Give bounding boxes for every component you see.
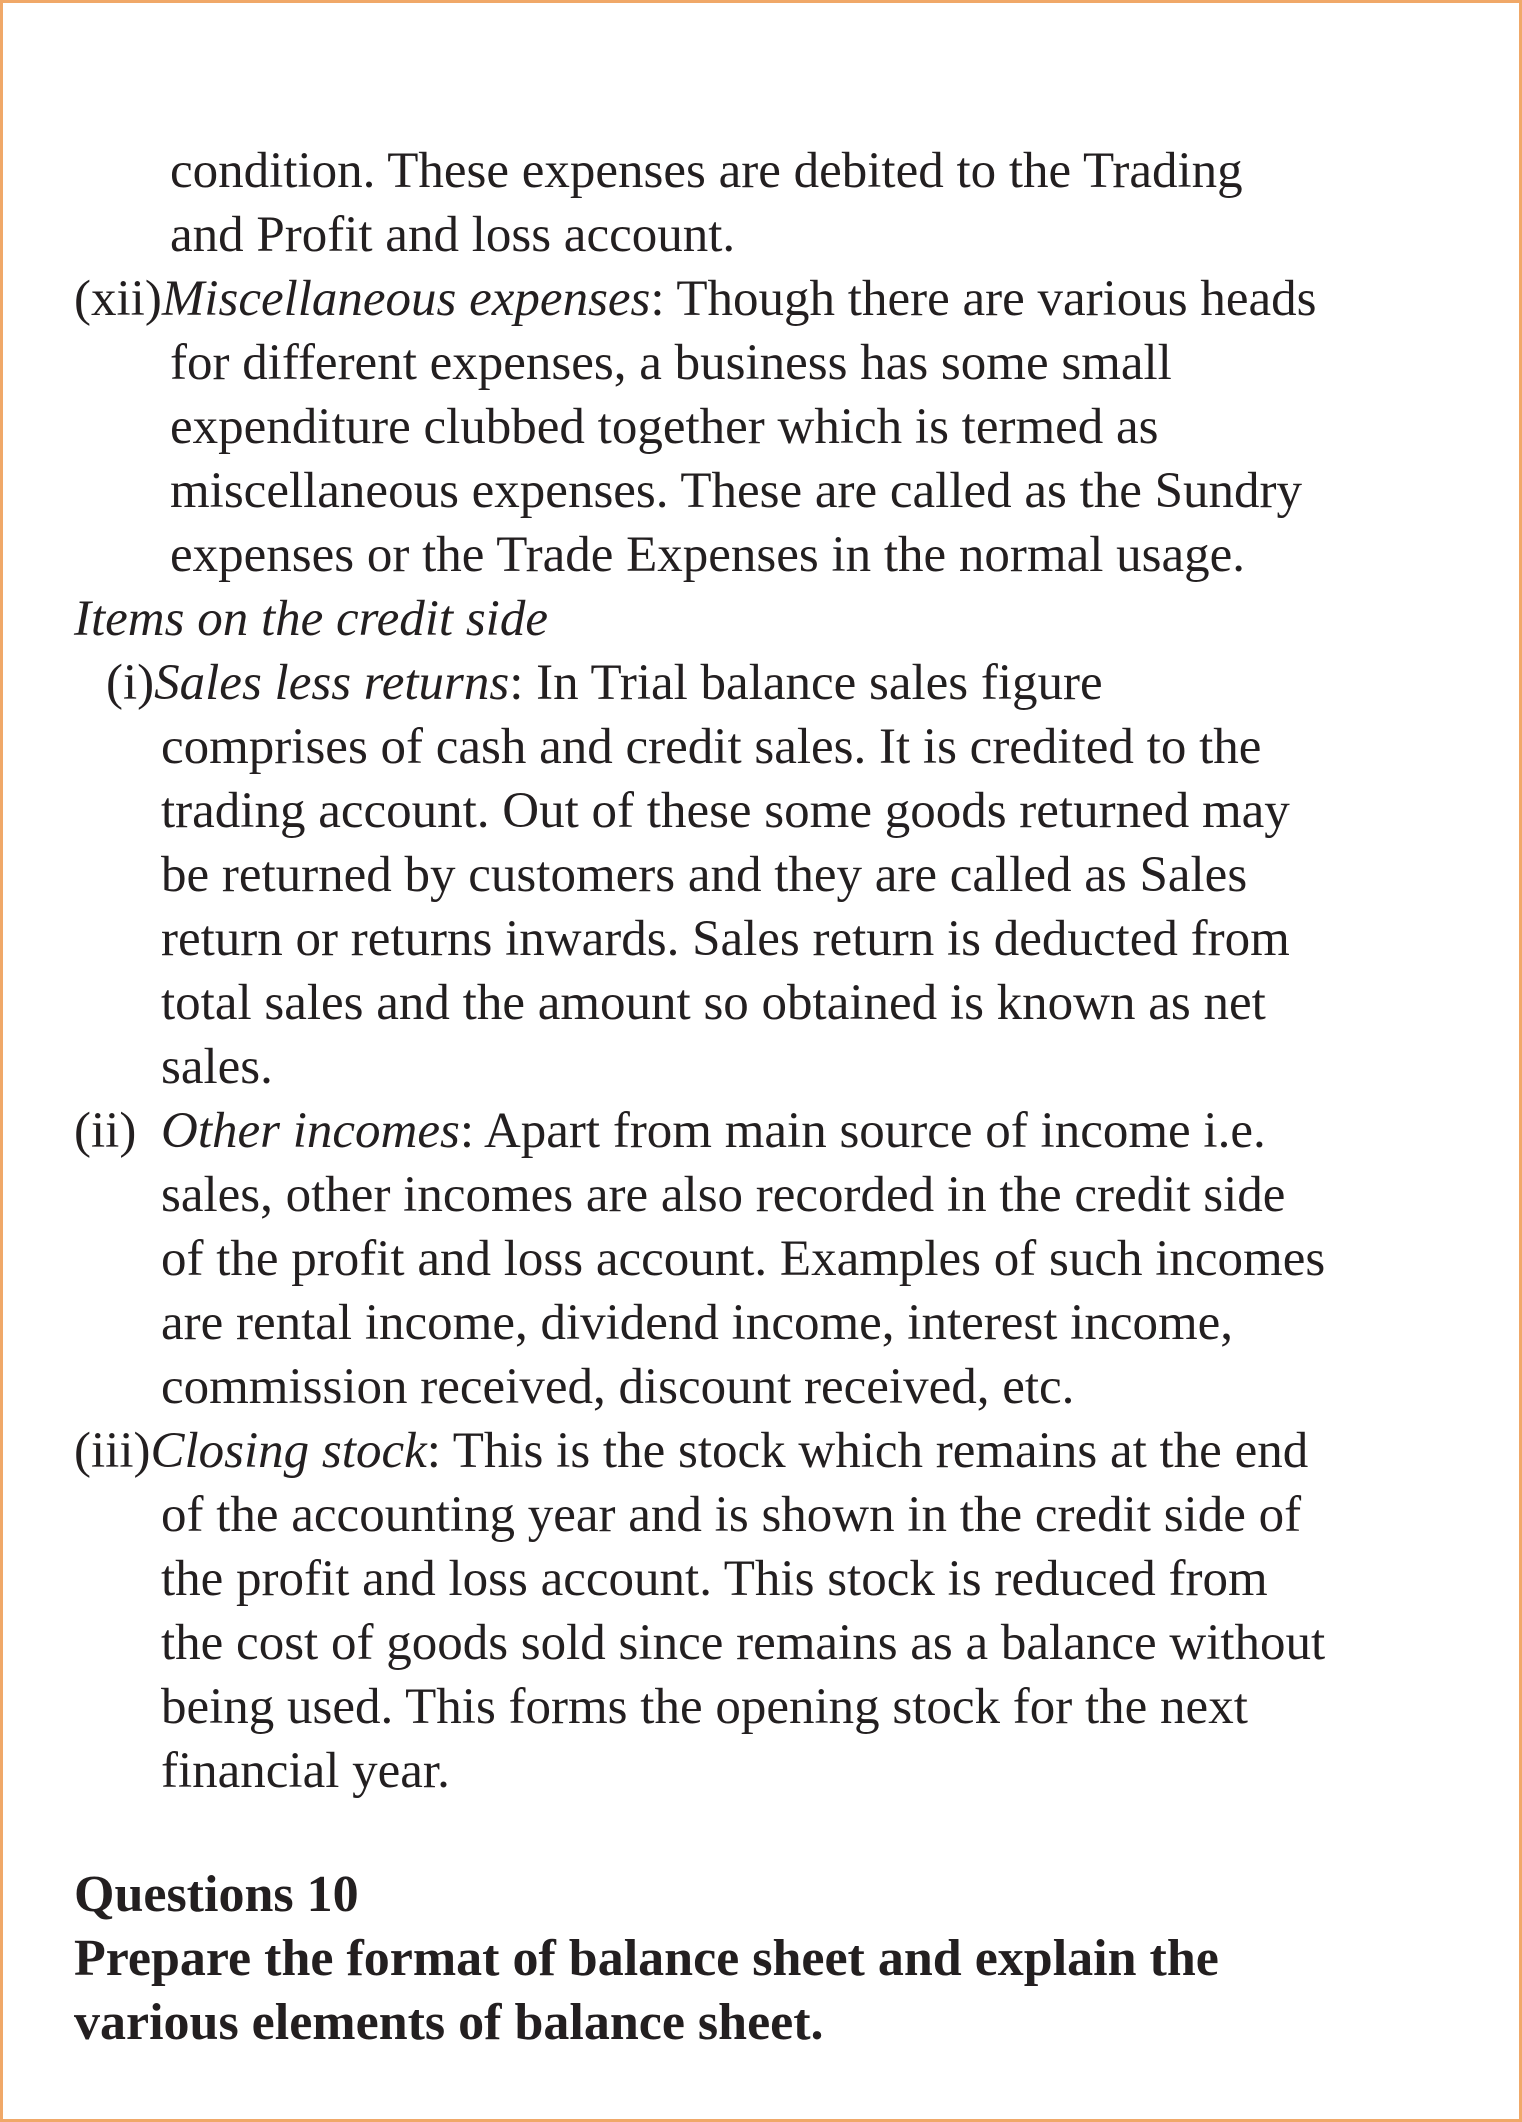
list-item-line: financial year. — [161, 1743, 450, 1799]
list-item-line: the cost of goods sold since remains as a balance without — [161, 1615, 1326, 1671]
list-item-line: expenses or the Trade Expenses in the normal usage. — [170, 527, 1246, 583]
list-item-line: commission received, discount received, etc. — [161, 1359, 1075, 1415]
list-item-iii-first-line — [74, 1419, 1308, 1483]
item-term: Sales less returns — [154, 655, 510, 711]
list-item-line: sales, other incomes are also recorded in the credit side — [161, 1167, 1286, 1223]
intro-line: and Profit and loss account. — [170, 207, 736, 263]
item-number: (ii) — [74, 1103, 137, 1159]
list-item-line: sales. — [161, 1039, 273, 1095]
list-item-line: trading account. Out of these some goods returned may — [161, 783, 1290, 839]
list-item-line: be returned by customers and they are called as Sales — [161, 847, 1248, 903]
list-item-line: of the profit and loss account. Examples of such incomes — [161, 1231, 1326, 1287]
list-item-xii-first-line — [74, 267, 1317, 331]
list-item-line: total sales and the amount so obtained is known as net — [161, 975, 1266, 1031]
item-separator: : — [650, 271, 665, 327]
list-item-i-first-line — [106, 651, 1103, 715]
item-number: (i) — [106, 655, 155, 711]
list-item-line: return or returns inwards. Sales return is deducted from — [161, 911, 1290, 967]
item-term: Closing stock — [150, 1423, 427, 1479]
list-item-ii-first-line — [74, 1099, 1266, 1163]
question-text-line: various elements of balance sheet. — [74, 1994, 824, 2051]
question-text-line: Prepare the format of balance sheet and explain the — [74, 1930, 1219, 1987]
intro-line: condition. These expenses are debited to the Trading — [170, 143, 1243, 199]
list-item-line: comprises of cash and credit sales. It is credited to the — [161, 719, 1262, 775]
list-item-line: miscellaneous expenses. These are called as the Sundry — [170, 463, 1303, 519]
question-title: Questions 10 — [74, 1866, 359, 1923]
item-text: Though there are various heads — [664, 271, 1317, 327]
page-content — [3, 3, 1519, 2119]
list-item-line: the profit and loss account. This stock is reduced from — [161, 1551, 1268, 1607]
item-term: Other incomes — [161, 1103, 460, 1159]
section-heading-credit-side: Items on the credit side — [74, 591, 548, 647]
list-item-line: of the accounting year and is shown in the credit side of — [161, 1487, 1302, 1543]
item-separator: : — [426, 1423, 441, 1479]
list-item-line: being used. This forms the opening stock for the next — [161, 1679, 1248, 1735]
list-item-line: expenditure clubbed together which is termed as — [170, 399, 1159, 455]
item-text: In Trial balance sales figure — [523, 655, 1103, 711]
item-number: (xii) — [74, 271, 162, 327]
item-separator: : — [509, 655, 524, 711]
item-number: (iii) — [74, 1423, 151, 1479]
item-term: Miscellaneous expenses — [161, 271, 651, 327]
item-text: This is the stock which remains at the end — [440, 1423, 1309, 1479]
list-item-line: are rental income, dividend income, interest income, — [161, 1295, 1234, 1351]
item-text: Apart from main source of income i.e. — [474, 1103, 1266, 1159]
list-item-line: for different expenses, a business has some small — [170, 335, 1172, 391]
item-separator: : — [459, 1103, 475, 1159]
